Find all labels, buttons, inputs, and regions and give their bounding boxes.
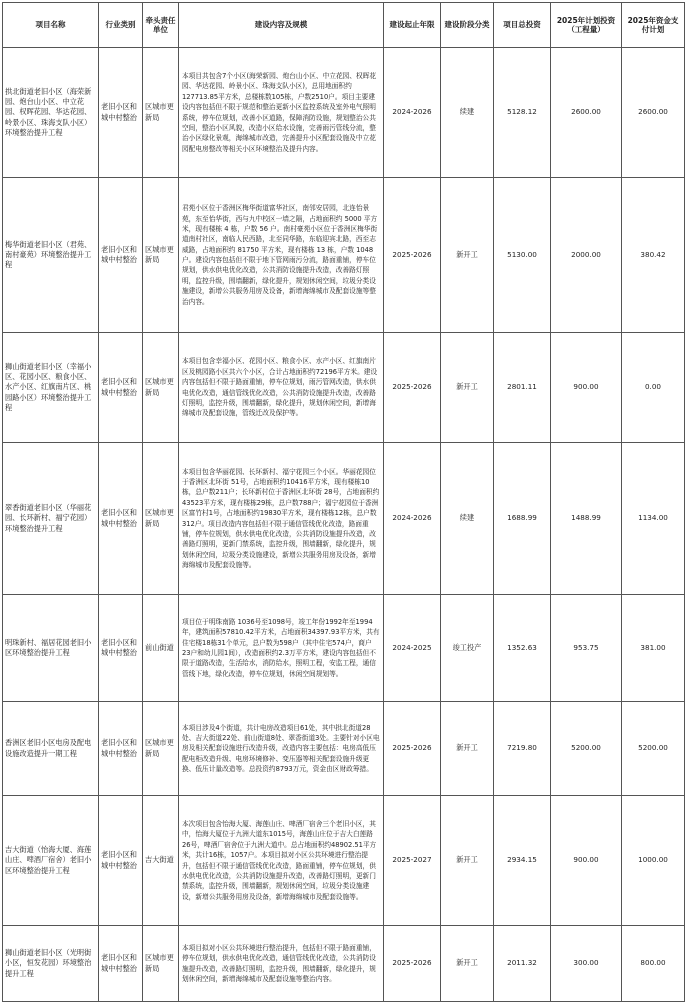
construction-stage: 续建 xyxy=(441,443,494,595)
header-project-name: 项目名称 xyxy=(3,3,99,48)
construction-period: 2025-2026 xyxy=(384,926,441,1002)
construction-content: 本项目共包含7个小区(海荣新园、炮台山小区、中立花园、权晖花园、华达花园、岭景小区、珠海支队小区)，总用地面积约127713.85平方米，总楼栋数105栋，户数2510户。项目主要建设内容包括但不限于规范和整治更新小区监控系统及室外电气照明系统，停车位规划，改善小区道路，保障消防设施，规划整治公共空间，整治小区风貌，改造小区给水设施，完善雨污管线分流，整治小区绿化景观，海绵城市改造，完善提升小区配套设施及中立花园配电房整改等相关小区环境整治及提升内容。 xyxy=(179,48,384,178)
planned-investment-2025: 300.00 xyxy=(551,926,622,1002)
industry-category: 老旧小区和城中村整治 xyxy=(99,926,143,1002)
lead-unit: 前山街道 xyxy=(143,595,179,702)
industry-category: 老旧小区和城中村整治 xyxy=(99,178,143,333)
header-construction-content: 建设内容及规模 xyxy=(179,3,384,48)
project-name: 翠香街道老旧小区（华丽花园、长环新村、福宁花园）环境整治提升工程 xyxy=(3,443,99,595)
lead-unit: 吉大街道 xyxy=(143,796,179,926)
construction-content: 本项目拟对小区公共环境进行整治提升，包括但不限于路面重铺，停车位规划，供水供电优化改造，通信管线优化改造，公共消防设施提升改造，改善路灯照明，监控升级，围墙翻新，绿化提升，规划休闲空间，新增海绵城市及配套设施等整治内容。 xyxy=(179,926,384,1002)
project-name: 明珠新村、福居花园老旧小区环境整治提升工程 xyxy=(3,595,99,702)
industry-category: 老旧小区和城中村整治 xyxy=(99,48,143,178)
payment-plan-2025: 380.42 xyxy=(622,178,685,333)
header-construction-stage: 建设阶段分类 xyxy=(441,3,494,48)
header-2025-planned-investment: 2025年计划投资（工程量） xyxy=(551,3,622,48)
table-row xyxy=(3,48,685,178)
construction-stage: 新开工 xyxy=(441,796,494,926)
construction-period: 2025-2027 xyxy=(384,796,441,926)
table-row xyxy=(3,796,685,926)
industry-category: 老旧小区和城中村整治 xyxy=(99,333,143,443)
lead-unit: 区城市更新局 xyxy=(143,333,179,443)
table-row xyxy=(3,926,685,1002)
project-name: 拱北街道老旧小区（海荣新园、炮台山小区、中立花园、权晖花园、华达花园、岭景小区、珠海支队小区）环境整治提升工程 xyxy=(3,48,99,178)
project-name: 狮山街道老旧小区（幸福小区、花园小区、粮食小区、水产小区、红旗南片区、桃园路小区）环境整治提升工程 xyxy=(3,333,99,443)
header-row xyxy=(3,3,685,48)
construction-stage: 新开工 xyxy=(441,702,494,796)
project-name: 吉大街道（怡海大厦、海莲山庄、啤酒厂宿舍）老旧小区环境整治提升工程 xyxy=(3,796,99,926)
lead-unit: 区城市更新局 xyxy=(143,48,179,178)
lead-unit: 区城市更新局 xyxy=(143,702,179,796)
construction-content: 本次项目包含怡海大厦、海莲山庄、啤酒厂宿舍三个老旧小区，其中，怡海大厦位于九洲大道东1015号，海莲山庄位于吉大白莲路26号，啤酒厂宿舍位于九洲大道中。总占地面积约48902.51平方米，共计16栋，1057户。本项目拟对小区公共环境进行整治提升，包括但不限于通信管线优化改造，路面重铺，停车位规划，供水供电优化改造，公共消防设施提升改造，改善路灯照明，更新门禁系统，监控升级，围墙翻新，规划休闲空间，垃圾分类设施建设，新增公共服务用房及设备，新增海绵城市及配套设施等。 xyxy=(179,796,384,926)
table-row xyxy=(3,702,685,796)
construction-content: 本项目包含幸福小区、花园小区、粮食小区、水产小区、红旗南片区及桃园路小区共六个小区，合计占地面积约72196平方米。建设内容包括但不限于路面重铺，停车位规划，雨污管网改造，供水供电优化改造，通信管线优化改造，公共消防设施提升改造，改善路灯照明，监控升级，围墙翻新，绿化提升，规划休闲空间，新增海绵城市及配套设施，管线迁改及保护等。 xyxy=(179,333,384,443)
total-investment: 2801.11 xyxy=(494,333,551,443)
total-investment: 1352.63 xyxy=(494,595,551,702)
lead-unit: 区城市更新局 xyxy=(143,926,179,1002)
table-row xyxy=(3,443,685,595)
header-lead-unit: 牵头责任单位 xyxy=(143,3,179,48)
construction-stage: 新开工 xyxy=(441,333,494,443)
construction-stage: 竣工投产 xyxy=(441,595,494,702)
industry-category: 老旧小区和城中村整治 xyxy=(99,796,143,926)
construction-period: 2025-2026 xyxy=(384,178,441,333)
planned-investment-2025: 2600.00 xyxy=(551,48,622,178)
table-row xyxy=(3,595,685,702)
table-row xyxy=(3,178,685,333)
payment-plan-2025: 381.00 xyxy=(622,595,685,702)
header-total-investment: 项目总投资 xyxy=(494,3,551,48)
construction-period: 2024-2025 xyxy=(384,595,441,702)
construction-period: 2025-2026 xyxy=(384,333,441,443)
payment-plan-2025: 0.00 xyxy=(622,333,685,443)
planned-investment-2025: 953.75 xyxy=(551,595,622,702)
payment-plan-2025: 2600.00 xyxy=(622,48,685,178)
total-investment: 7219.80 xyxy=(494,702,551,796)
planned-investment-2025: 900.00 xyxy=(551,333,622,443)
total-investment: 2011.32 xyxy=(494,926,551,1002)
payment-plan-2025: 1000.00 xyxy=(622,796,685,926)
construction-stage: 新开工 xyxy=(441,926,494,1002)
planned-investment-2025: 900.00 xyxy=(551,796,622,926)
planned-investment-2025: 1488.99 xyxy=(551,443,622,595)
total-investment: 5130.00 xyxy=(494,178,551,333)
table-row xyxy=(3,333,685,443)
payment-plan-2025: 800.00 xyxy=(622,926,685,1002)
construction-period: 2024-2026 xyxy=(384,48,441,178)
industry-category: 老旧小区和城中村整治 xyxy=(99,702,143,796)
construction-stage: 新开工 xyxy=(441,178,494,333)
planned-investment-2025: 2000.00 xyxy=(551,178,622,333)
construction-period: 2024-2026 xyxy=(384,443,441,595)
project-name: 梅华街道老旧小区（君苑、南村豪苑）环境整治提升工程 xyxy=(3,178,99,333)
total-investment: 2934.15 xyxy=(494,796,551,926)
construction-content: 本项目涉及4个街道，共计电房改造项目61处，其中拱北街道28处、吉大街道22处、前山街道8处、翠香街道3处。主要针对小区电房及相关配套设施进行改造升级，改造内容主要包括：电房高低压配电柜改造升级、电房环境修补、变压器等相关配套设施升级更换、低压计量改造等。总投资约8793万元，资金由区财政筹措。 xyxy=(179,702,384,796)
construction-content: 本项目包含华丽花园、长环新村、福宁花园三个小区。华丽花园位于香洲区北环街 51号，占地面积约10416平方米，现有楼栋10栋，总户数211户；长环新村位于香洲区北环街 28号，占地面积约43523平方米，现有楼栋29栋，总户数788户；福宁花园位于香洲区富竹村1号，占地面积约19830平方米，现有楼栋12栋，总户数312户。项目改造内容包括但不限于通信管线优化改造，路面重铺，停车位规划，供水供电优化改造，公共消防设施提升改造，改善路灯照明，更新门禁系统，监控升级，围墙翻新，绿化提升，规划休闲空间，垃圾分类设施建设，新增公共服务用房及设备，新增海绵城市及配套设施等。 xyxy=(179,443,384,595)
lead-unit: 区城市更新局 xyxy=(143,443,179,595)
construction-period: 2025-2026 xyxy=(384,702,441,796)
construction-content: 君苑小区位于香洲区梅华街道富华社区，南邻安居园，北连怡景苑，东至怡华街，西与九中校区一墙之隔，占地面积约 5000 平方米，现有楼栋 4 栋，户数 56 户。南村豪苑小区位于香洲区梅华街道南村社区，南临人民西路，北至同华路，东临迎宾北路，西至志威路，占地面积约 81750 平方米，现有楼栋 13 栋，户数 1048 户。建设内容包括但不限于地下管网雨污分流，路面重铺，停车位规划，供水供电优化改造，公共消防设施提升改造，改善路灯照明，监控升级，围墙翻新，绿化提升，规划休闲空间，垃圾分类设施建设，新增公共服务用房及设备，新增海绵城市及配套设施等整治内容。 xyxy=(179,178,384,333)
total-investment: 1688.99 xyxy=(494,443,551,595)
project-table xyxy=(2,2,685,1002)
lead-unit: 区城市更新局 xyxy=(143,178,179,333)
header-2025-payment-plan: 2025年资金支付计划 xyxy=(622,3,685,48)
payment-plan-2025: 1134.00 xyxy=(622,443,685,595)
planned-investment-2025: 5200.00 xyxy=(551,702,622,796)
header-construction-period: 建设起止年限 xyxy=(384,3,441,48)
industry-category: 老旧小区和城中村整治 xyxy=(99,595,143,702)
payment-plan-2025: 5200.00 xyxy=(622,702,685,796)
header-industry-category: 行业类别 xyxy=(99,3,143,48)
project-name: 香洲区老旧小区电房及配电设施改造提升一期工程 xyxy=(3,702,99,796)
project-name: 狮山街道老旧小区（光明街小区，恒发花园）环境整治提升工程 xyxy=(3,926,99,1002)
industry-category: 老旧小区和城中村整治 xyxy=(99,443,143,595)
total-investment: 5128.12 xyxy=(494,48,551,178)
construction-content: 项目位于明珠南路 1036号至1098号，竣工年份1992年至1994年，建筑面积57810.42平方米，占地面积34397.93平方米，共有住宅楼18栋31个单元，总户数为598户（其中住宅574户，商户23户和幼儿园1间），改造面积约2.3万平方米，建设内容包括但不限于道路改造，生活给水，消防给水，照明工程，安监工程，通信管线下地，绿化改造，停车位规划，休闲空间规划等。 xyxy=(179,595,384,702)
construction-stage: 续建 xyxy=(441,48,494,178)
